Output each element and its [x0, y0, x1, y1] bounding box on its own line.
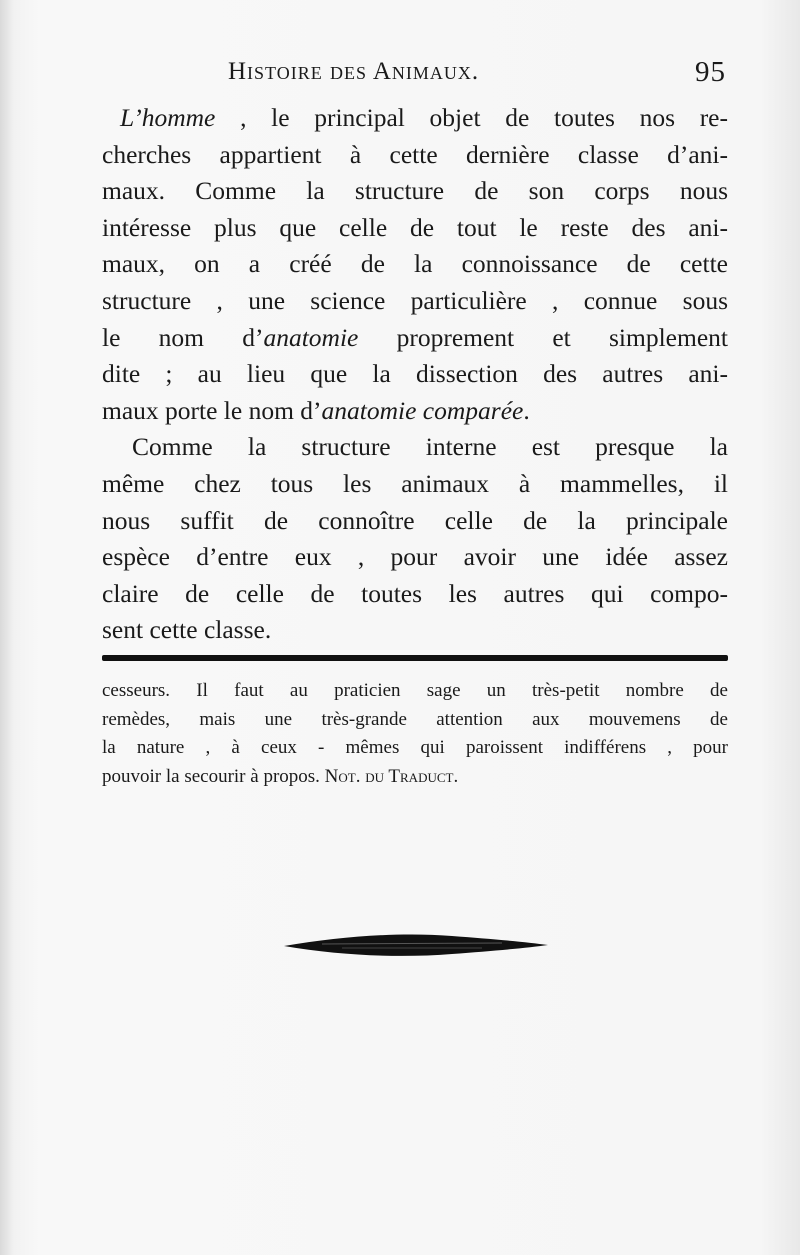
page-number: 95 [695, 56, 726, 88]
text-line: le nom d’anatomie proprement et simplement [102, 322, 728, 352]
text-line: Comme la structure interne est presque la [132, 432, 728, 462]
text-line: cherches appartient à cette dernière classe d’ani- [102, 139, 728, 169]
text-line: claire de celle de toutes les autres qui compo- [102, 578, 728, 608]
running-head [102, 58, 726, 94]
footnote-line: remèdes, mais une très-grande attention aux mouvemens de [102, 708, 728, 730]
text-line: maux, on a créé de la connoissance de cette [102, 249, 728, 279]
footnote-separator-rule [102, 655, 728, 661]
translator-note-signature: Not. du Traduct. [324, 765, 459, 787]
footnote-line: la nature , à ceux - mêmes qui paroissent indifférens , pour [102, 737, 728, 758]
text-line: dite ; au lieu que la dissection des autres ani- [102, 359, 728, 389]
text-line: maux. Comme la structure de son corps nous [102, 176, 728, 206]
footnote [102, 677, 728, 791]
text-line: intéresse plus que celle de tout le reste des ani- [102, 212, 728, 242]
text-line: maux porte le nom d’anatomie comparée. [102, 395, 530, 425]
text-line: sent cette classe. [102, 615, 272, 645]
text-line: L’homme , le principal objet de toutes nos re- [120, 103, 728, 132]
footnote-line: cesseurs. Il faut au praticien sage un très-petit nombre de [102, 680, 728, 701]
text-line: nous suffit de connoître celle de la principale [102, 505, 728, 535]
text-line: espèce d’entre eux , pour avoir une idée assez [102, 542, 728, 572]
body-text [102, 100, 728, 649]
text-line: même chez tous les animaux à mammelles, il [102, 468, 728, 498]
footnote-line: pouvoir la secourir à propos. Not. du Traduct. [102, 765, 459, 787]
tailpiece-ornament [282, 926, 550, 966]
text-line: structure , une science particulière , connue sous [102, 285, 728, 315]
running-title: Histoire des Animaux. [228, 58, 480, 85]
